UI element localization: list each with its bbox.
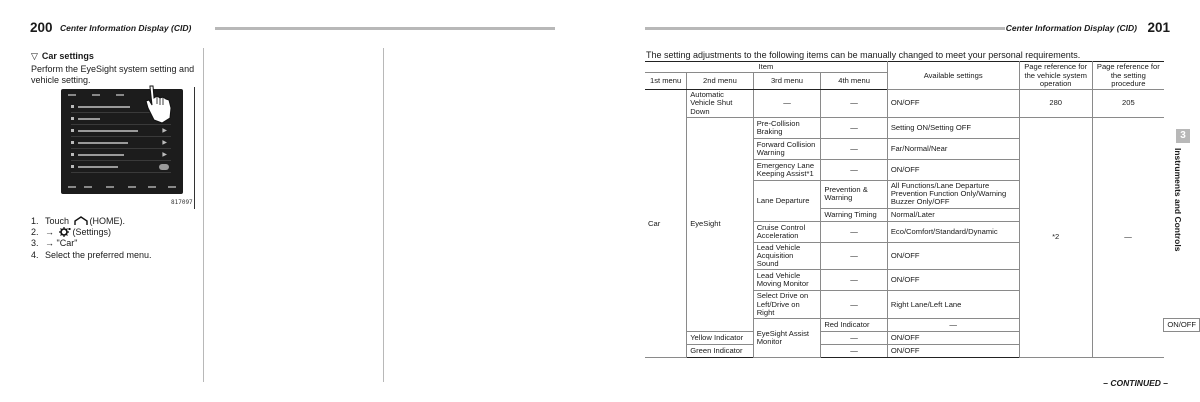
eyesight-ref-proc: — bbox=[1092, 117, 1163, 357]
right-header-rule bbox=[645, 27, 1005, 30]
table-row: EyeSight Assist Monitor Red Indicator — ON/OFF bbox=[645, 319, 1200, 332]
settings-table bbox=[645, 61, 1200, 358]
auto-shutdown-ref-op: 280 bbox=[1019, 90, 1092, 118]
table-row: Select Drive on Left/Drive on Right — Right Lane/Left Lane bbox=[645, 291, 1200, 319]
settings-screen-figure bbox=[31, 87, 196, 209]
screen-menu-row bbox=[71, 161, 171, 173]
step-item: 4. Select the preferred menu. bbox=[31, 249, 152, 260]
triangle-marker-icon: ▽ bbox=[31, 51, 38, 61]
table-row: EyeSight Pre-Collision Braking — Setting ON/Setting OFF *2 — bbox=[645, 117, 1200, 138]
table-row: Yellow Indicator — ON/OFF bbox=[645, 332, 1200, 345]
right-header-title: Center Information Display (CID) bbox=[1005, 23, 1137, 33]
screen-bottom-bar bbox=[64, 183, 180, 191]
figure-right-rule bbox=[194, 87, 195, 209]
column-divider-left bbox=[203, 48, 204, 382]
gear-icon bbox=[59, 227, 71, 237]
continued-label: – CONTINUED – bbox=[1103, 378, 1168, 388]
steps-list bbox=[31, 216, 203, 261]
menu2-header: 2nd menu bbox=[687, 73, 754, 90]
table-row: Forward Collision Warning — Far/Normal/Near bbox=[645, 138, 1200, 159]
touching-hand-icon bbox=[144, 84, 174, 124]
figure-code: 817097 bbox=[171, 199, 193, 206]
section-body-text: Perform the EyeSight system setting and vehicle setting. bbox=[31, 64, 195, 85]
intro-text: The setting adjustments to the following items can be manually changed to meet your personal requirements. bbox=[646, 50, 1081, 60]
table-row: Car Automatic Vehicle Shut Down — — ON/OFF 280 205 bbox=[645, 90, 1200, 118]
auto-shutdown-ref-proc: 205 bbox=[1092, 90, 1163, 118]
menu4-header: 4th menu bbox=[821, 73, 888, 90]
eyesight-ref-op: *2 bbox=[1019, 117, 1092, 357]
screen-menu-row: ▶ bbox=[71, 137, 171, 149]
home-icon bbox=[74, 216, 88, 226]
menu1-car-cell: Car bbox=[645, 90, 687, 358]
item-header: Item bbox=[645, 62, 887, 73]
left-page-number: 200 bbox=[30, 20, 53, 35]
table-row: Lead Vehicle Moving Monitor — ON/OFF bbox=[645, 270, 1200, 291]
table-row: Warning Timing Normal/Later bbox=[645, 208, 1200, 221]
eyesight-cell: EyeSight bbox=[687, 117, 754, 331]
step-item: 1. Touch (HOME). bbox=[31, 216, 126, 226]
page-ref-procedure-header: Page reference for the setting procedure bbox=[1092, 62, 1163, 90]
page-ref-operation-header: Page reference for the vehicle system operation bbox=[1019, 62, 1092, 90]
auto-shutdown-label: Automatic Vehicle Shut Down bbox=[687, 90, 754, 118]
screen-menu-row: ▶ bbox=[71, 149, 171, 161]
menu1-header: 1st menu bbox=[645, 73, 687, 90]
step-item: 3. → "Car" bbox=[31, 238, 78, 249]
table-row: Cruise Control Acceleration — Eco/Comfort/Standard/Dynamic bbox=[645, 221, 1200, 242]
screen-menu-row: ▶ bbox=[71, 125, 171, 137]
column-divider-middle bbox=[383, 48, 384, 382]
left-page-header bbox=[30, 20, 555, 34]
chapter-tab: 3 bbox=[1176, 129, 1190, 143]
table-row: Lead Vehicle Acquisition Sound — ON/OFF bbox=[645, 242, 1200, 270]
menu3-header: 3rd menu bbox=[753, 73, 821, 90]
table-row: Lane Departure Prevention & Warning All Functions/Lane Departure Prevention Function Only/Warning Buzzer Only/OFF bbox=[645, 180, 1200, 208]
step-item: 2. → (Settings) bbox=[31, 227, 112, 238]
left-header-rule bbox=[215, 27, 555, 30]
right-page-header bbox=[645, 20, 1170, 34]
section-title-text: Car settings bbox=[41, 51, 94, 61]
right-page-number: 201 bbox=[1147, 20, 1170, 35]
table-row: Green Indicator — ON/OFF bbox=[645, 345, 1200, 358]
available-settings-header: Available settings bbox=[887, 62, 1019, 90]
table-row: Emergency Lane Keeping Assist*1 — ON/OFF bbox=[645, 159, 1200, 180]
assist-monitor-cell: EyeSight Assist Monitor bbox=[753, 319, 821, 358]
section-title bbox=[31, 51, 94, 62]
chapter-label: Instruments and Controls bbox=[1173, 148, 1183, 252]
left-header-title: Center Information Display (CID) bbox=[60, 23, 192, 33]
